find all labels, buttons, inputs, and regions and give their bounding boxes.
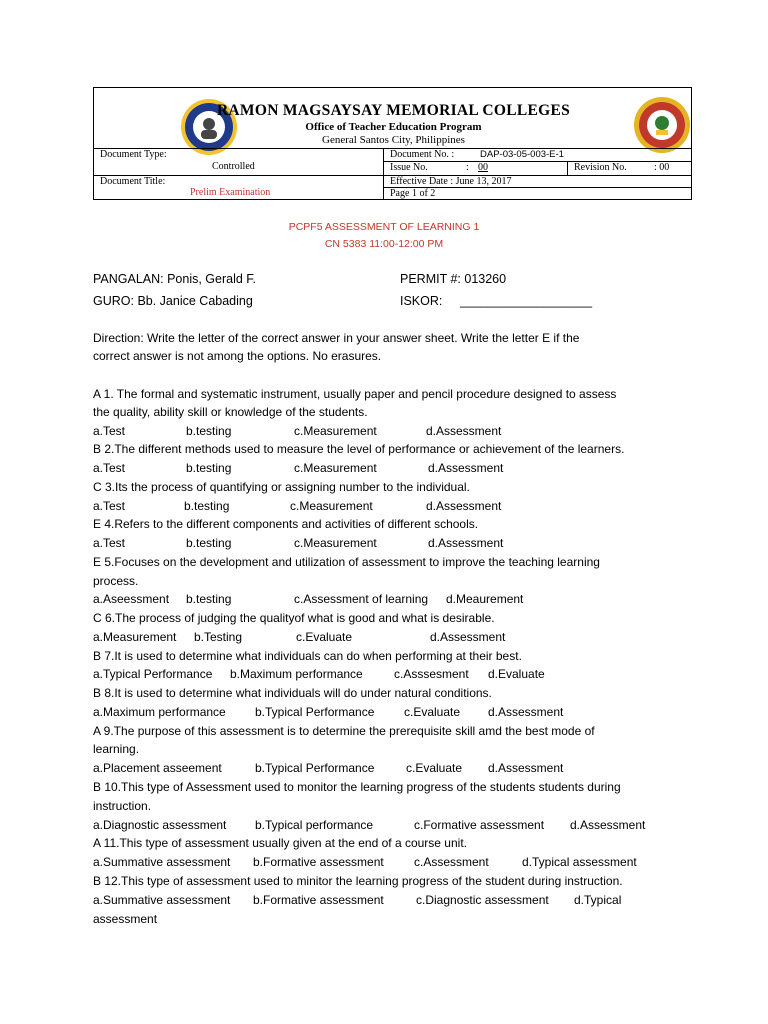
option-a: a.Typical Performance: [93, 667, 213, 681]
question-7: B 7.It is used to determine what individuals can do when performing at their best.: [93, 649, 522, 663]
issue-no-separator: :: [466, 162, 469, 173]
option-d: d.Typical: [574, 893, 622, 907]
question-10: B 10.This type of Assessment used to monitor the learning progress of the students students during: [93, 780, 621, 794]
option-b: b.Formative assessment: [253, 893, 384, 907]
question-10-cont: instruction.: [93, 799, 152, 813]
option-d: d.Typical assessment: [522, 855, 637, 869]
option-c: c.Asssesment: [394, 667, 469, 681]
question-2: B 2.The different methods used to measure the level of performance or achievement of the learners.: [93, 442, 625, 456]
option-a: a.Maximum performance: [93, 705, 226, 719]
option-b: b.Typical Performance: [255, 761, 375, 775]
option-d: d.Assessment: [428, 461, 504, 475]
option-d: d.Evaluate: [488, 667, 545, 681]
teacher-name: GURO: Bb. Janice Cabading: [93, 294, 253, 308]
option-a: a.Measurement: [93, 630, 177, 644]
direction-line: correct answer is not among the options. No erasures.: [93, 349, 382, 363]
option-a: a.Diagnostic assessment: [93, 818, 227, 832]
question-3: C 3.Its the process of quantifying or assigning number to the individual.: [93, 480, 470, 494]
option-b: b.Testing: [194, 630, 243, 644]
direction-line: Direction: Write the letter of the correct answer in your answer sheet. Write the letter E if the: [93, 331, 580, 345]
option-c: c.Measurement: [290, 499, 373, 513]
option-a: a.Aseessment: [93, 592, 170, 606]
exam-title: PCPF5 ASSESSMENT OF LEARNING 1: [288, 221, 480, 233]
option-c: c.Formative assessment: [414, 818, 545, 832]
option-a: a.Summative assessment: [93, 855, 231, 869]
document-no-value: DAP-03-05-003-E-1: [480, 149, 564, 160]
office-name: Office of Teacher Education Program: [305, 121, 482, 133]
document-type-label: Document Type:: [100, 149, 167, 160]
score-label: ISKOR:: [400, 294, 443, 308]
question-1: A 1. The formal and systematic instrument, usually paper and pencil procedure designed to assess: [93, 387, 617, 401]
question-1-cont: the quality, ability skill or knowledge of the students.: [93, 405, 368, 419]
document-no-label: Document No. :: [390, 149, 455, 160]
question-5-cont: process.: [93, 574, 139, 588]
option-c: c.Evaluate: [296, 630, 353, 644]
option-a: a.Summative assessment: [93, 893, 231, 907]
option-b: b.testing: [186, 536, 232, 550]
revision-no-value: : 00: [654, 162, 670, 173]
option-b: b.testing: [184, 499, 230, 513]
option-d: d.Assessment: [426, 424, 502, 438]
document-header: [93, 87, 692, 200]
score-blank: ___________________: [460, 294, 593, 308]
college-name: RAMON MAGSAYSAY MEMORIAL COLLEGES: [216, 102, 571, 119]
issue-no-label: Issue No.: [390, 162, 428, 173]
option-b: b.Formative assessment: [253, 855, 384, 869]
option-a: a.Test: [93, 461, 126, 475]
question-12: B 12.This type of assessment used to minitor the learning progress of the student during instruction.: [93, 874, 623, 888]
divider: [383, 161, 691, 162]
option-b: b.Typical performance: [255, 818, 374, 832]
question-4: E 4.Refers to the different components and activities of different schools.: [93, 517, 479, 531]
revision-no-label: Revision No.: [574, 162, 627, 173]
document-title-label: Document Title:: [100, 176, 166, 187]
option-c: c.Diagnostic assessment: [416, 893, 549, 907]
option-a: a.Test: [93, 499, 126, 513]
document-title-value: Prelim Examination: [190, 187, 271, 198]
effective-date: Effective Date : June 13, 2017: [390, 176, 512, 187]
option-a: a.Test: [93, 424, 126, 438]
question-8: B 8.It is used to determine what individuals will do under natural conditions.: [93, 686, 492, 700]
page-number: Page 1 of 2: [390, 188, 436, 199]
option-d: d.Assessment: [426, 499, 502, 513]
option-c: c.Assessment of learning: [294, 592, 429, 606]
question-9-cont: learning.: [93, 742, 140, 756]
question-12-cont: assessment: [93, 912, 158, 926]
question-11: A 11.This type of assessment usually given at the end of a course unit.: [93, 836, 467, 850]
option-b: b.Maximum performance: [230, 667, 363, 681]
option-a: a.Placement asseement: [93, 761, 222, 775]
option-b: b.Typical Performance: [255, 705, 375, 719]
option-d: d.Assessment: [488, 705, 564, 719]
document-type-value: Controlled: [212, 161, 255, 172]
student-name: PANGALAN: Ponis, Gerald F.: [93, 272, 257, 286]
option-c: c.Evaluate: [406, 761, 463, 775]
divider: [567, 162, 568, 175]
option-d: d.Assessment: [430, 630, 506, 644]
college-city: General Santos City, Philippines: [322, 134, 465, 146]
option-b: b.testing: [186, 461, 232, 475]
option-a: a.Test: [93, 536, 126, 550]
option-b: b.testing: [186, 592, 232, 606]
question-6: C 6.The process of judging the qualityof what is good and what is desirable.: [93, 611, 495, 625]
question-9: A 9.The purpose of this assessment is to determine the prerequisite skill amd the best mode of: [93, 724, 595, 738]
option-c: c.Evaluate: [404, 705, 461, 719]
option-c: c.Measurement: [294, 536, 377, 550]
question-5: E 5.Focuses on the development and utilization of assessment to improve the teaching learning: [93, 555, 600, 569]
exam-schedule: CN 5383 11:00-12:00 PM: [324, 238, 444, 250]
option-c: c.Measurement: [294, 424, 377, 438]
option-c: c.Assessment: [414, 855, 489, 869]
issue-no-value: 00: [478, 162, 488, 173]
divider: [383, 148, 384, 199]
option-d: d.Assessment: [428, 536, 504, 550]
permit-number: PERMIT #: 013260: [400, 272, 507, 286]
option-c: c.Measurement: [294, 461, 377, 475]
option-d: d.Assessment: [488, 761, 564, 775]
option-b: b.testing: [186, 424, 232, 438]
option-d: d.Assessment: [570, 818, 646, 832]
option-d: d.Meaurement: [446, 592, 524, 606]
